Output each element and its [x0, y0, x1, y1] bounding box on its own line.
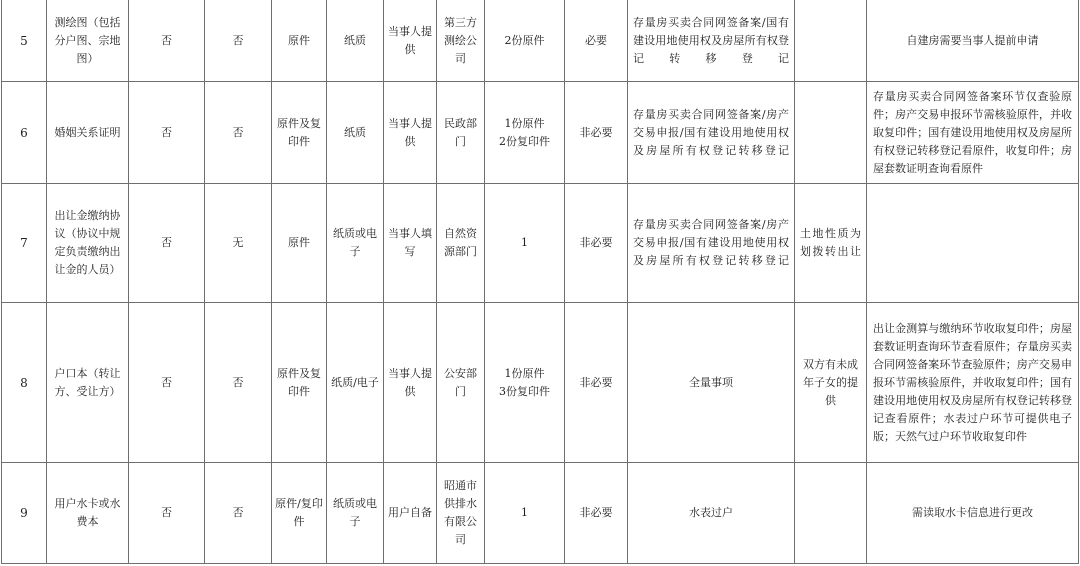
copies-count: 1: [485, 184, 565, 303]
row-number: 6: [2, 82, 47, 184]
applicable-scenario: 全量事项: [628, 303, 795, 463]
table-row: [2, 463, 1079, 564]
material-source: 当事人提供: [384, 303, 437, 463]
table-row: [2, 0, 1079, 82]
required-flag: 非必要: [565, 184, 628, 303]
cell-c4: 无: [205, 184, 272, 303]
condition-note: [795, 463, 867, 564]
condition-note: 双方有未成年子女的提供: [795, 303, 867, 463]
cell-c3: 否: [129, 0, 205, 82]
table-row: [2, 82, 1079, 184]
condition-note: 土地性质为划拨转出让: [795, 184, 867, 303]
cell-c3: 否: [129, 463, 205, 564]
issuing-agency: 公安部门: [437, 303, 485, 463]
remark: 出让金测算与缴纳环节收取复印件；房屋套数证明查询环节查看原件；存量房买卖合同网签备案环节查验原件；房产交易申报环节需核验原件，并收取复印件；国有建设用地使用权及房屋所有权登记转移登记查看原件；水表过户环节可提供电子版；天然气过户环节收取复印件: [867, 303, 1079, 463]
remark: 存量房买卖合同网签备案环节仅查验原件；房产交易申报环节需核验原件，并收取复印件；国有建设用地使用权及房屋所有权登记转移登记看原件，收复印件；房屋套数证明查询看原件: [867, 82, 1079, 184]
material-form: 原件及复印件: [272, 82, 327, 184]
row-number: 5: [2, 0, 47, 82]
copies-count: 1份原件 2份复印件: [485, 82, 565, 184]
material-medium: 纸质: [327, 82, 384, 184]
required-flag: 非必要: [565, 303, 628, 463]
required-flag: 必要: [565, 0, 628, 82]
material-source: 当事人提供: [384, 82, 437, 184]
material-medium: 纸质/电子: [327, 303, 384, 463]
cell-c4: 否: [205, 463, 272, 564]
material-source: 当事人填写: [384, 184, 437, 303]
material-name: 出让金缴纳协议（协议中规定负责缴纳出让金的人员）: [47, 184, 129, 303]
copies-count: 1份原件 3份复印件: [485, 303, 565, 463]
condition-note: [795, 0, 867, 82]
row-number: 7: [2, 184, 47, 303]
applicable-scenario: 存量房买卖合同网签备案/国有建设用地使用权及房屋所有权登记转移登记: [628, 0, 795, 82]
issuing-agency: 昭通市供排水有限公司: [437, 463, 485, 564]
material-name: 婚姻关系证明: [47, 82, 129, 184]
material-name: 测绘图（包括分户图、宗地图）: [47, 0, 129, 82]
cell-c4: 否: [205, 0, 272, 82]
remark: 自建房需要当事人提前申请: [867, 0, 1079, 82]
table-row: [2, 184, 1079, 303]
cell-c3: 否: [129, 82, 205, 184]
materials-table: [1, 0, 1079, 564]
material-form: 原件: [272, 184, 327, 303]
required-flag: 非必要: [565, 463, 628, 564]
table-row: [2, 303, 1079, 463]
copies-count: 2份原件: [485, 0, 565, 82]
material-source: 当事人提供: [384, 0, 437, 82]
issuing-agency: 第三方测绘公司: [437, 0, 485, 82]
row-number: 9: [2, 463, 47, 564]
row-number: 8: [2, 303, 47, 463]
cell-c3: 否: [129, 184, 205, 303]
issuing-agency: 民政部门: [437, 82, 485, 184]
applicable-scenario: 存量房买卖合同网签备案/房产交易申报/国有建设用地使用权及房屋所有权登记转移登记: [628, 184, 795, 303]
material-form: 原件: [272, 0, 327, 82]
applicable-scenario: 存量房买卖合同网签备案/房产交易申报/国有建设用地使用权及房屋所有权登记转移登记: [628, 82, 795, 184]
copies-count: 1: [485, 463, 565, 564]
material-medium: 纸质或电子: [327, 463, 384, 564]
cell-c3: 否: [129, 303, 205, 463]
remark: 需读取水卡信息进行更改: [867, 463, 1079, 564]
cell-c4: 否: [205, 303, 272, 463]
condition-note: [795, 82, 867, 184]
material-name: 用户水卡或水费本: [47, 463, 129, 564]
material-source: 用户自备: [384, 463, 437, 564]
material-form: 原件/复印件: [272, 463, 327, 564]
issuing-agency: 自然资源部门: [437, 184, 485, 303]
material-medium: 纸质或电子: [327, 184, 384, 303]
remark: [867, 184, 1079, 303]
applicable-scenario: 水表过户: [628, 463, 795, 564]
material-form: 原件及复印件: [272, 303, 327, 463]
material-medium: 纸质: [327, 0, 384, 82]
required-flag: 非必要: [565, 82, 628, 184]
material-name: 户口本（转让方、受让方）: [47, 303, 129, 463]
cell-c4: 否: [205, 82, 272, 184]
